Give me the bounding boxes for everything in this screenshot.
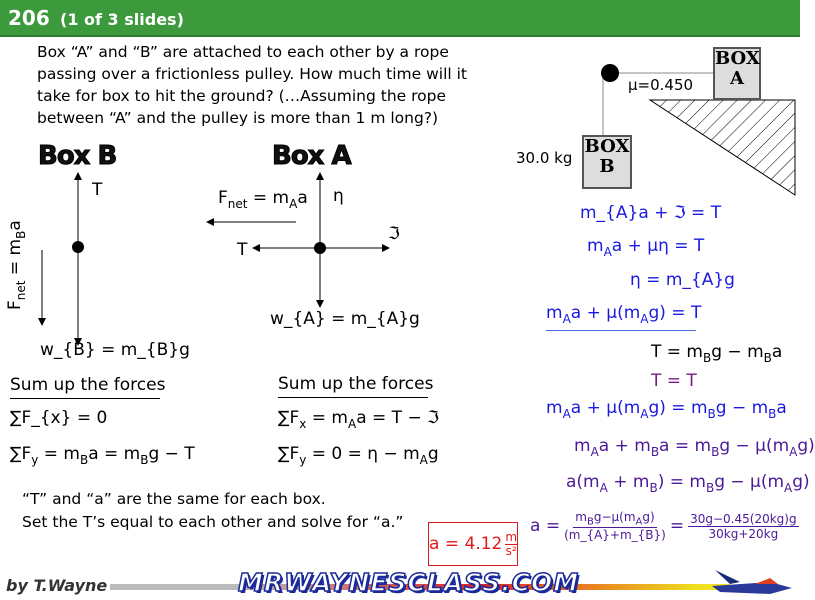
derivation-step: m_{A}a + ℑ = T <box>580 203 722 223</box>
pulley-icon <box>601 64 619 82</box>
denominator: 30kg+20kg <box>708 526 779 541</box>
note-line: Set the T’s equal to each other and solve for “a.” <box>22 513 404 531</box>
question-line: take for box to hit the ground? (…Assuming the rope <box>37 87 447 105</box>
sum-fy: $\sum F_y = m_Ba = m_Bg - T$ <box>10 444 195 467</box>
final-lhs: a = <box>530 516 561 537</box>
slide-count: (1 of 3 slides) <box>60 10 184 29</box>
box-a-image: BOX A <box>713 47 761 100</box>
answer-unit: m s² <box>505 529 518 558</box>
tension-label: T <box>237 240 248 260</box>
derivation-step: $m_Aa + m_Ba = m_Bg - \mu(m_Ag)$ <box>574 436 815 459</box>
numerator: $m_Bg-\mu(m_Ag)$ <box>575 510 655 528</box>
answer-value: a = 4.12 <box>428 534 503 554</box>
question-line: between “A” and the pulley is more than 1 m long?) <box>37 109 439 127</box>
question-line: Box “A” and “B” are attached to each other by a rope <box>37 43 449 61</box>
jet-icon <box>710 568 795 600</box>
derivation-step: $m_Aa + \mu\eta = T$ <box>587 236 705 259</box>
fraction <box>688 512 798 541</box>
tension-label: T <box>92 180 103 200</box>
site-logo[interactable]: MRWAYNESCLASS.COM <box>238 568 580 597</box>
slide-header <box>0 0 800 37</box>
derivation-step: T = T <box>651 371 697 391</box>
note-line: “T” and “a” are the same for each box. <box>22 490 326 508</box>
incline-surface <box>650 100 795 195</box>
normal-force-label: η <box>333 186 344 206</box>
sum-title: Sum up the forces <box>10 375 160 399</box>
derivation-step: $T = m_Bg - m_Ba$ <box>651 342 783 365</box>
derivation-step: $a(m_A + m_B) = m_Bg - \mu(m_Ag)$ <box>566 472 810 495</box>
box-b-heading: Box B <box>38 141 117 171</box>
author-credit: by T.Wayne <box>6 576 108 595</box>
weight-label: w_{B} = m_{B}g <box>40 340 190 360</box>
sum-fx: $\sum F_x = m_Aa = T$ − ℑ <box>278 408 439 431</box>
sum-title: Sum up the forces <box>278 374 428 398</box>
friction-coefficient: μ=0.450 <box>628 76 694 94</box>
mass-b-label: 30.0 kg <box>516 149 573 167</box>
answer-box <box>428 522 518 566</box>
denominator: (m_{A}+m_{B}) <box>564 528 666 543</box>
question-line: passing over a frictionless pulley. How much time will it <box>37 65 467 83</box>
box-a-heading: Box A <box>272 141 351 171</box>
weight-label: w_{A} = m_{A}g <box>270 309 420 329</box>
final-equation <box>530 510 799 542</box>
sum-fx: ∑F_{x} = 0 <box>10 408 108 428</box>
slide-number: 206 <box>8 6 50 30</box>
sum-fy: $\sum F_y = 0 = \eta - m_Ag$ <box>278 444 439 467</box>
derivation-step: $m_Aa + \mu(m_Ag) = T$ <box>546 303 696 331</box>
derivation-step: η = m_{A}g <box>630 270 735 290</box>
numerator: 30g−0.45(20kg)g <box>690 511 797 526</box>
friction-label: ℑ <box>388 224 400 244</box>
fraction <box>564 510 666 542</box>
equals: = <box>669 516 685 537</box>
fnet-label: $F_{net} = m_Ba$ <box>5 220 28 310</box>
box-b-image: BOX B <box>582 135 632 189</box>
fnet-label: $F_{net} = m_Aa$ <box>218 188 308 211</box>
derivation-step: $m_Aa + \mu(m_Ag) = m_Bg - m_Ba$ <box>546 398 787 421</box>
